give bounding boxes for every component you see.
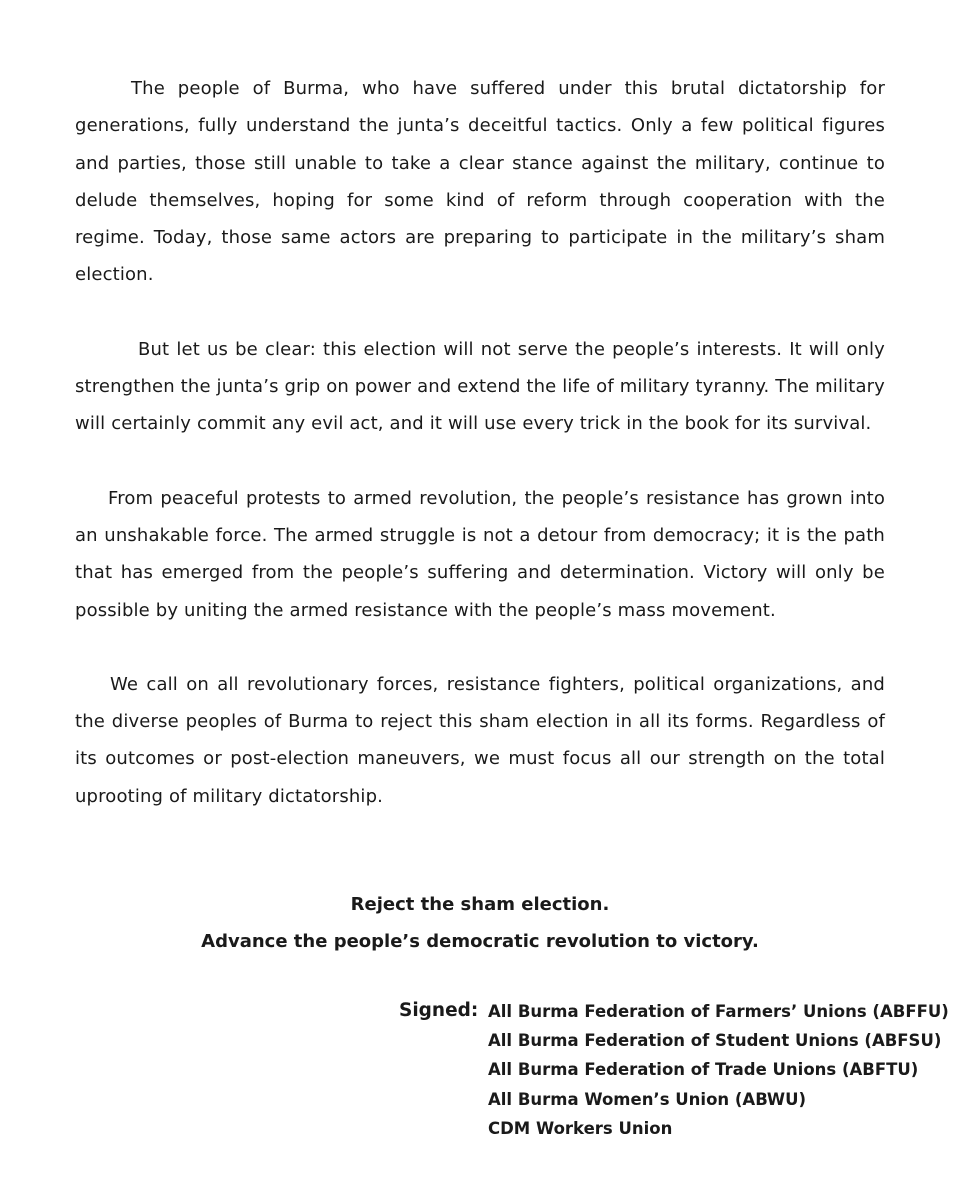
signatory-list bbox=[488, 997, 949, 1143]
paragraph-2: But let us be clear: this election will not serve the people’s interests. It will only strengthen the junta’s grip on power and extend the life of military tyranny. The military will certainly commit any evil act, and it will use every trick in the book for its survival. bbox=[75, 338, 885, 435]
slogans bbox=[75, 886, 885, 961]
paragraph-4: We call on all revolutionary forces, resistance fighters, political organizations, and the diverse peoples of Burma to reject this sham election in all its forms. Regardless of its outcomes or post-election maneuvers, we must focus all our strength on the total uprooting of military dictatorship. bbox=[75, 673, 885, 807]
slogan-advance: Advance the people’s democratic revolution to victory. bbox=[201, 931, 759, 953]
signatory-cdm-workers: CDM Workers Union bbox=[488, 1118, 673, 1138]
signatory-abftu: All Burma Federation of Trade Unions (ABFTU) bbox=[488, 1060, 919, 1080]
slogan-reject: Reject the sham election. bbox=[350, 894, 610, 915]
signatory-abfsu: All Burma Federation of Student Unions (ABFSU) bbox=[488, 1031, 942, 1051]
paragraph-3: From peaceful protests to armed revolution, the people’s resistance has grown into an unshakable force. The armed struggle is not a detour from democracy; it is the path that has emerged from the people’s suffering and determination. Victory will only be possible by uniting the armed resistance with the people’s mass movement. bbox=[75, 487, 885, 621]
signed-label: Signed: bbox=[399, 1000, 479, 1021]
paragraph-1: The people of Burma, who have suffered under this brutal dictatorship for generations, fully understand the junta’s deceitful tactics. Only a few political figures and parties, those still unable to take a clear stance against the military, continue to delude themselves, hoping for some kind of reform through cooperation with the regime. Today, those same actors are preparing to participate in the military’s sham election. bbox=[75, 78, 885, 286]
statement-document bbox=[75, 70, 949, 1138]
signatory-abffu: All Burma Federation of Farmers’ Unions (ABFFU) bbox=[488, 1002, 949, 1021]
signatory-abwu: All Burma Women’s Union (ABWU) bbox=[488, 1089, 807, 1109]
